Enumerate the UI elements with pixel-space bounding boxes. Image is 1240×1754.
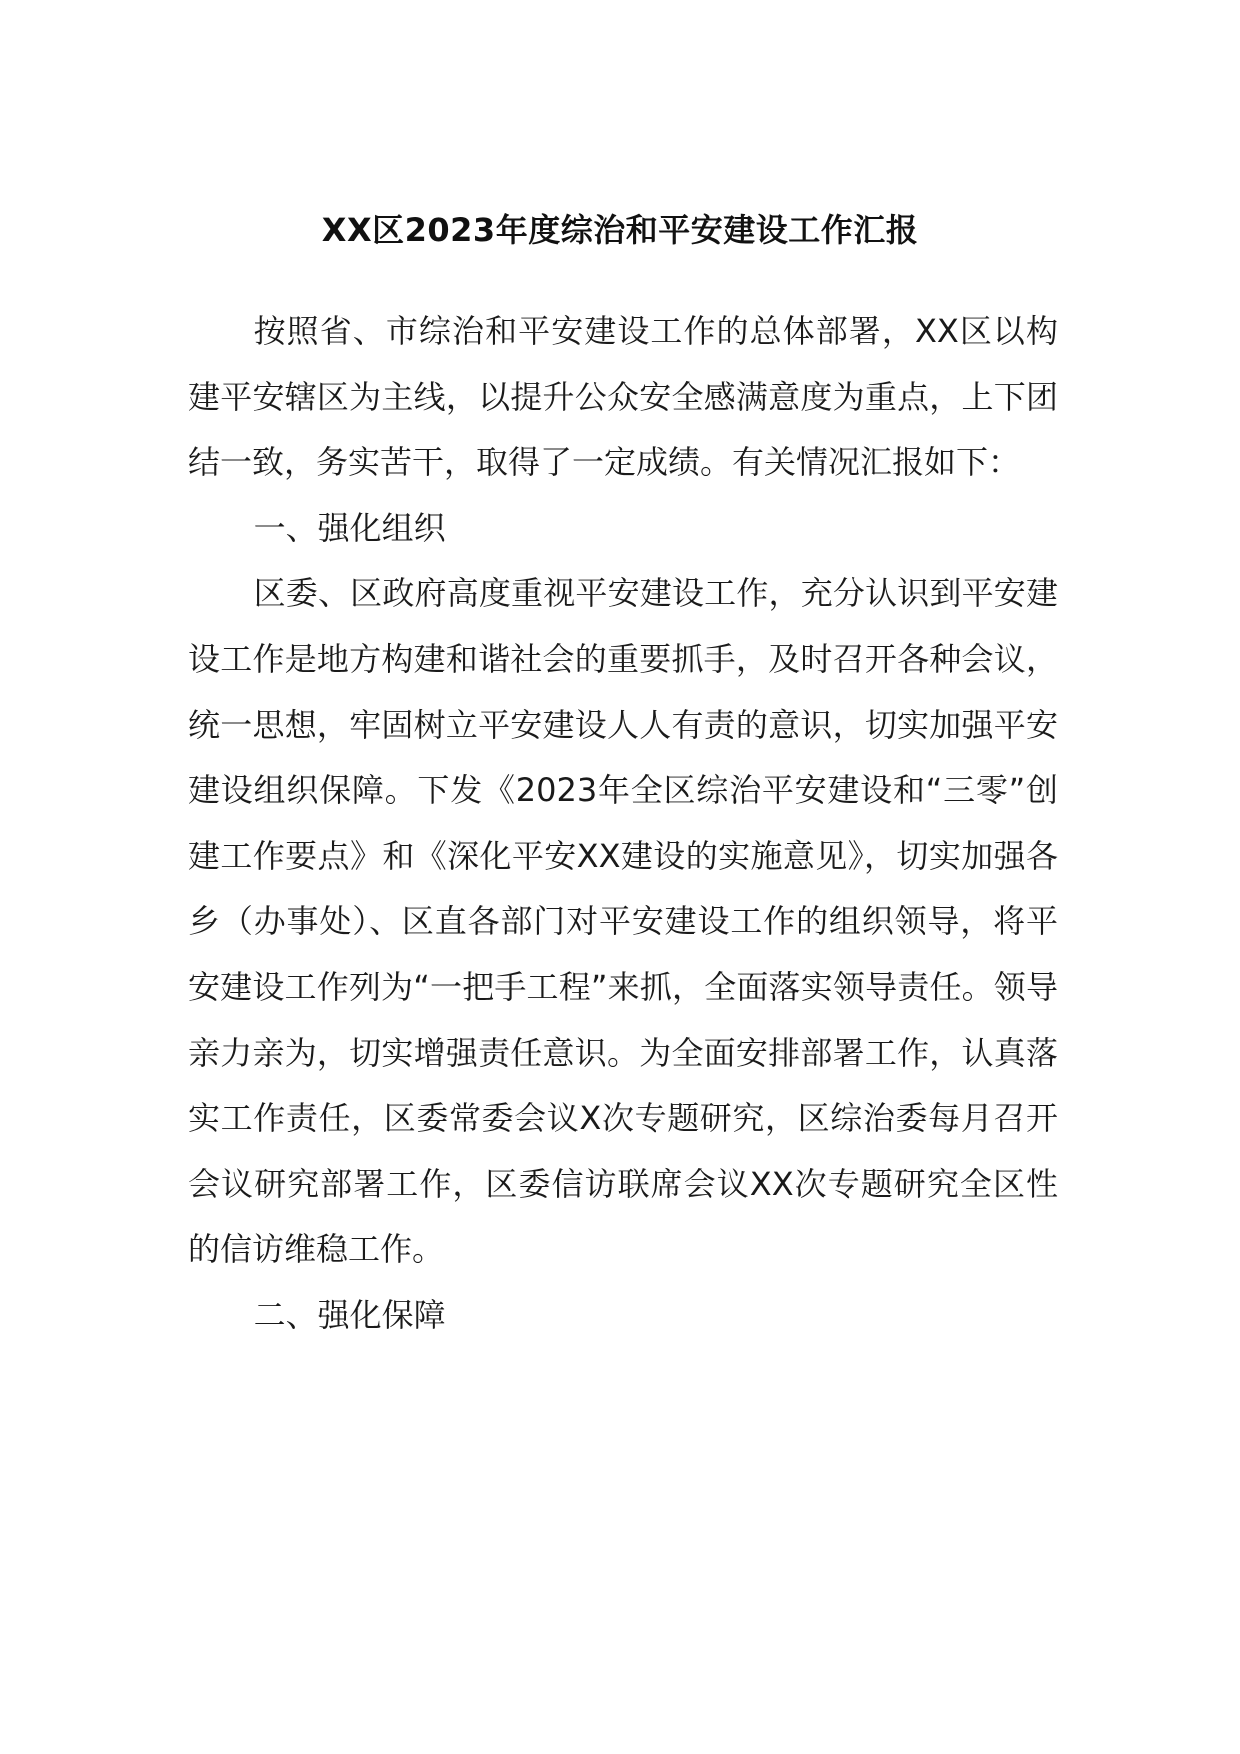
document-title: XX区2023年度综治和平安建设工作汇报 [321,211,919,249]
document-body [188,299,1058,1349]
intro-paragraph: 按照省、市综治和平安建设工作的总体部署，XX区以构建平安辖区为主线，以提升公众安全感满意度为重点，上下团结一致，务实苦干，取得了一定成绩。有关情况汇报如下： [188,312,1058,482]
section-heading-organization: 一、强化组织 [253,508,446,547]
organization-paragraph: 区委、区政府高度重视平安建设工作，充分认识到平安建设工作是地方构建和谐社会的重要抓手，及时召开各种会议，统一思想，牢固树立平安建设人人有责的意识，切实加强平安建设组织保障。下发《2023年全区综治平安建设和“三零”创建工作要点》和《深化平安XX建设的实施意见》，切实加强各乡（办事处）、区直各部门对平安建设工作的组织领导，将平安建设工作列为“一把手工程”来抓，全面落实领导责任。领导亲力亲为，切实增强责任意识。为全面安排部署工作，认真落实工作责任，区委常委会议X次专题研究，区综治委每月召开会议研究部署工作，区委信访联席会议XX次专题研究全区性的信访维稳工作。 [188,574,1058,1269]
section-heading-guarantee: 二、强化保障 [253,1295,446,1334]
